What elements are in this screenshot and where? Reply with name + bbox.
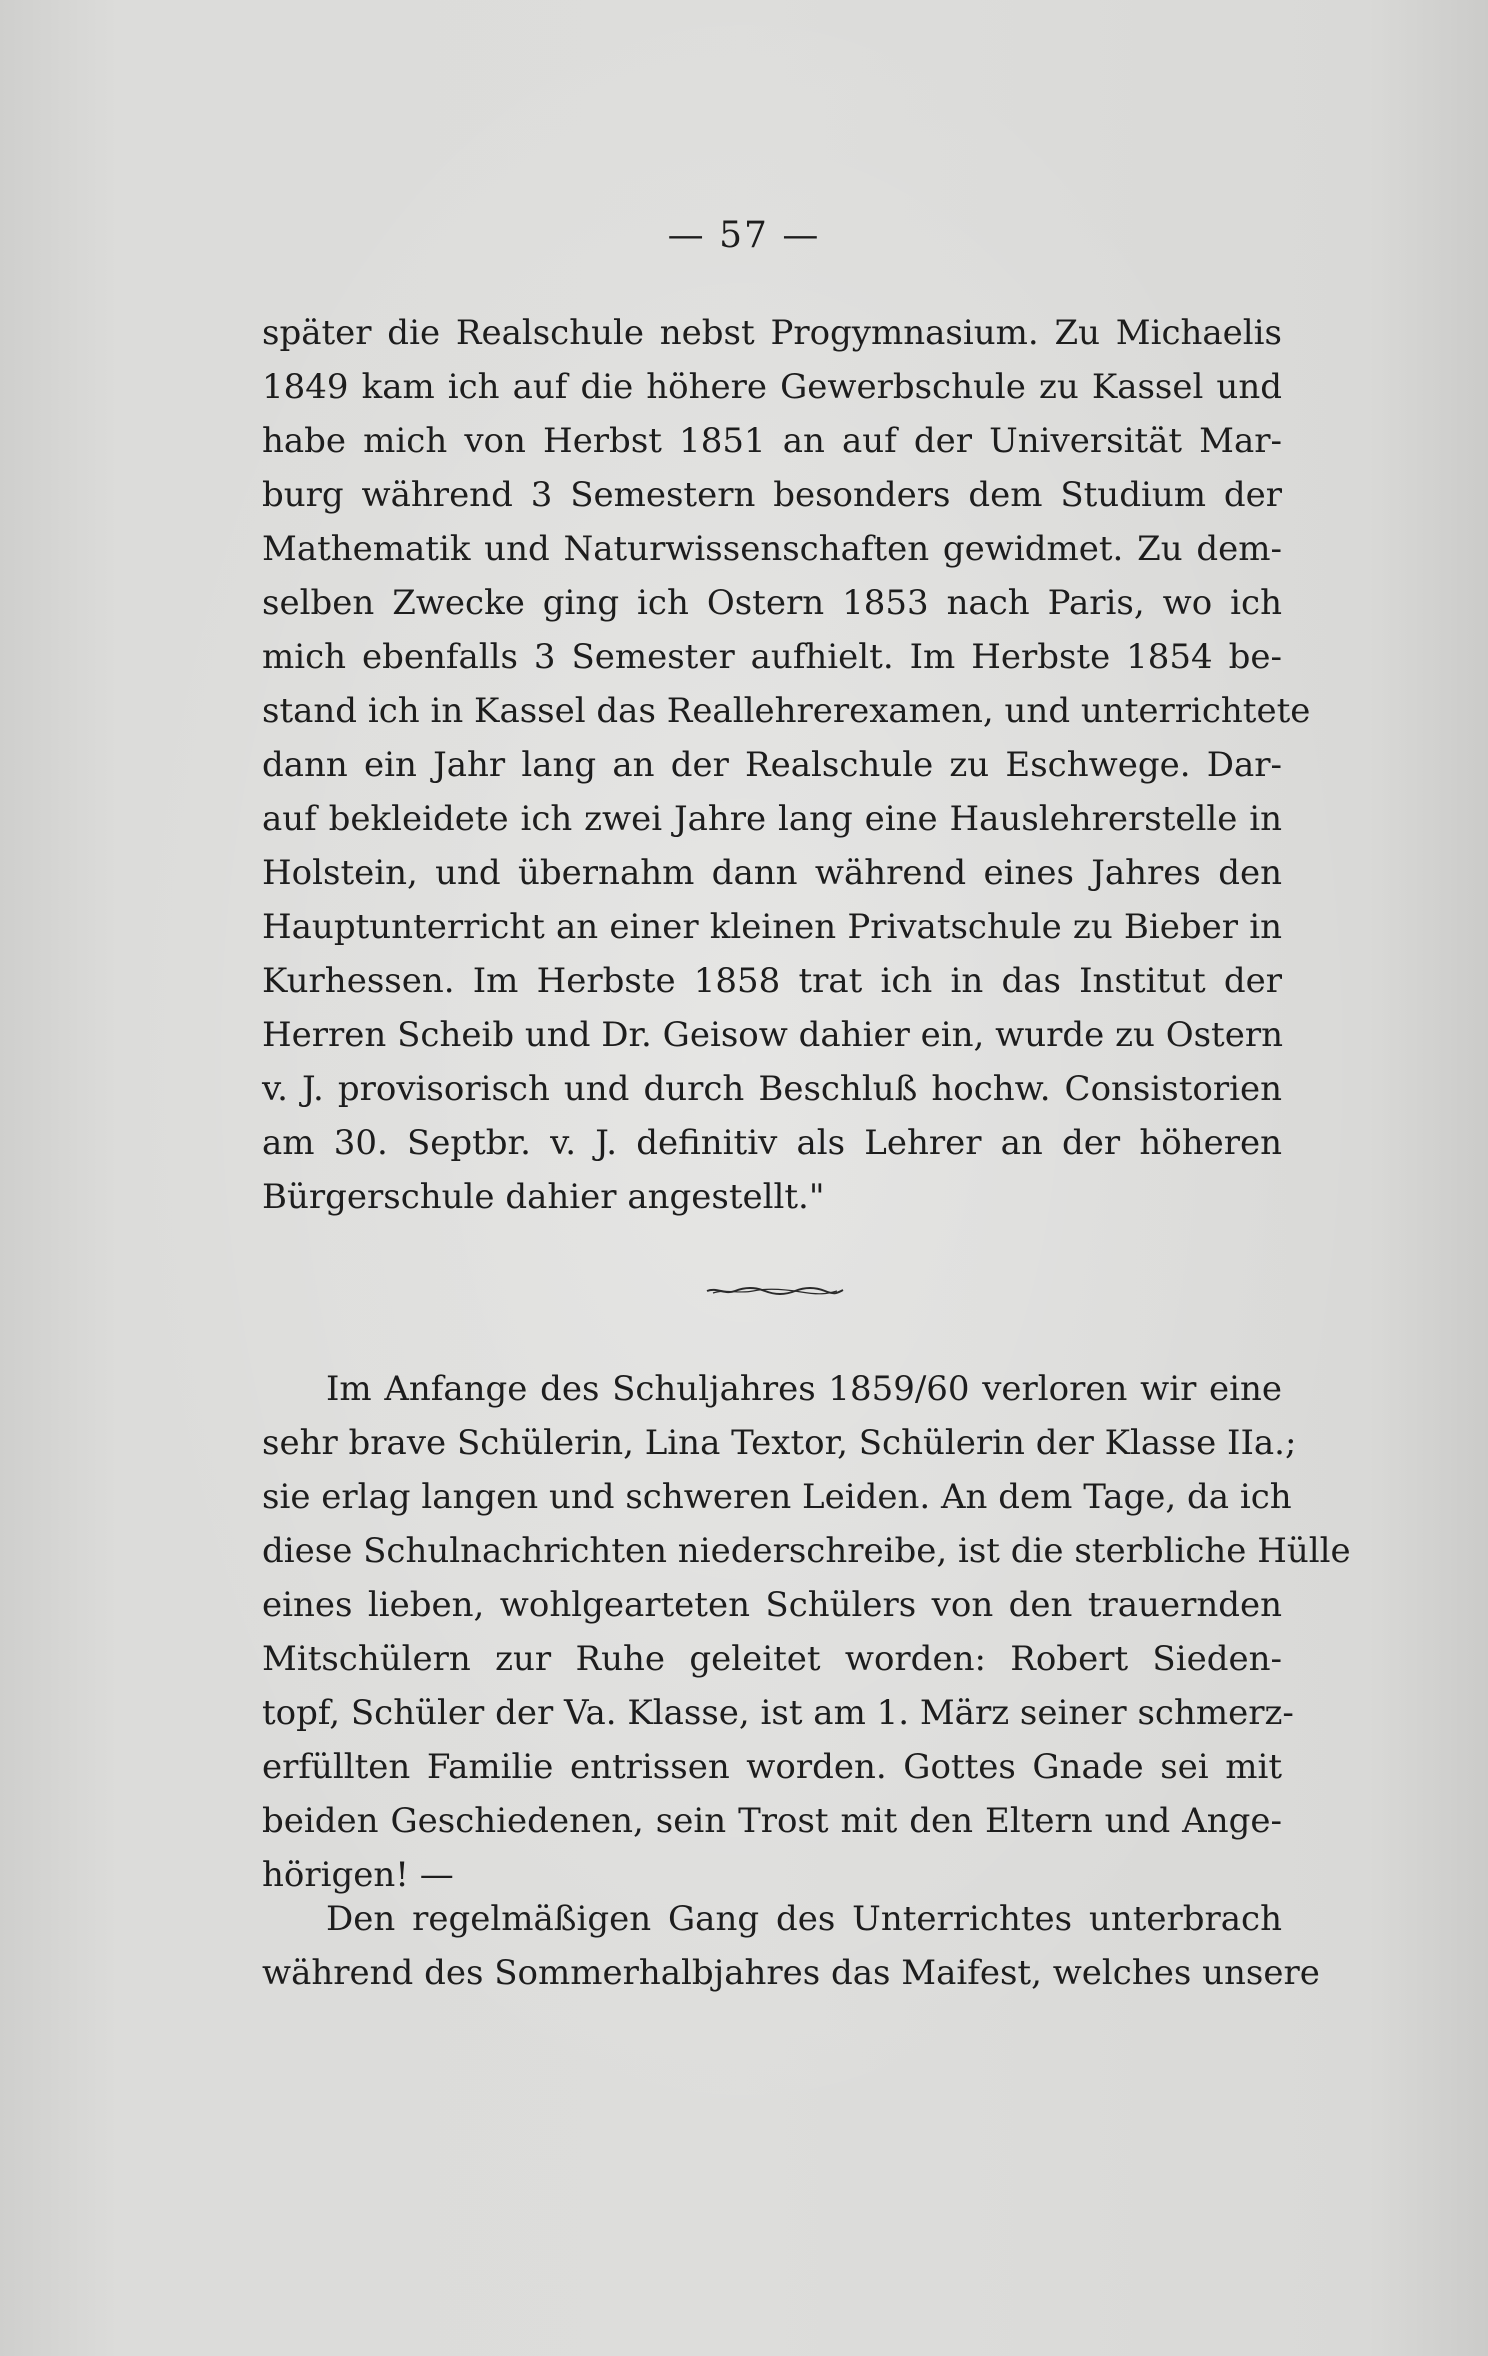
text-line: auf bekleidete ich zwei Jahre lang eine Hauslehrerstelle in [262,799,1282,839]
text-line: v. J. provisorisch und durch Beschluß hochw. Consistorien [262,1069,1282,1109]
text-line: 1849 kam ich auf die höhere Gewerbschule zu Kassel und [262,367,1282,407]
text-line: hörigen! — [262,1855,454,1895]
paragraph-biography [262,306,1311,1224]
text-line: eines lieben, wohlgearteten Schülers von den trauernden [262,1585,1282,1625]
section-divider-ornament [705,1283,845,1297]
text-line: Im Anfange des Schuljahres 1859/60 verloren wir eine [326,1369,1282,1409]
paragraph-deaths [262,1362,1351,1902]
text-line: sehr brave Schülerin, Lina Textor, Schülerin der Klasse IIa.; [262,1423,1297,1463]
text-line: mich ebenfalls 3 Semester aufhielt. Im Herbste 1854 be- [262,637,1282,677]
text-line: burg während 3 Semestern besonders dem Studium der [262,475,1282,515]
page-number: — 57 — [667,215,821,256]
text-line: sie erlag langen und schweren Leiden. An dem Tage, da ich [262,1477,1292,1517]
text-line: Hauptunterricht an einer kleinen Privatschule zu Bieber in [262,907,1282,947]
text-line: topf, Schüler der Va. Klasse, ist am 1. März seiner schmerz- [262,1693,1294,1733]
text-line: Mitschülern zur Ruhe geleitet worden: Robert Sieden- [262,1639,1282,1679]
text-line: Herren Scheib und Dr. Geisow dahier ein, wurde zu Ostern [262,1015,1283,1055]
text-line: Mathematik und Naturwissenschaften gewidmet. Zu dem- [262,529,1282,569]
text-line: Den regelmäßigen Gang des Unterrichtes unterbrach [326,1899,1282,1939]
text-line: habe mich von Herbst 1851 an auf der Universität Mar- [262,421,1282,461]
text-line: dann ein Jahr lang an der Realschule zu Eschwege. Dar- [262,745,1282,785]
text-line: diese Schulnachrichten niederschreibe, ist die sterbliche Hülle [262,1531,1351,1571]
text-line: stand ich in Kassel das Reallehrerexamen, und unterrichtete [262,691,1311,731]
text-line: am 30. Septbr. v. J. definitiv als Lehrer an der höheren [262,1123,1282,1163]
text-line: Holstein, und übernahm dann während eines Jahres den [262,853,1282,893]
text-line: erfüllten Familie entrissen worden. Gottes Gnade sei mit [262,1747,1282,1787]
text-line: während des Sommerhalbjahres das Maifest, welches unsere [262,1953,1320,1993]
text-line: beiden Geschiedenen, sein Trost mit den Eltern und Ange- [262,1801,1282,1841]
text-line: selben Zwecke ging ich Ostern 1853 nach Paris, wo ich [262,583,1282,623]
paragraph-maifest [262,1892,1320,2000]
text-line: Bürgerschule dahier angestellt." [262,1177,825,1217]
text-line: später die Realschule nebst Progymnasium. Zu Michaelis [262,313,1282,353]
text-line: Kurhessen. Im Herbste 1858 trat ich in das Institut der [262,961,1282,1001]
